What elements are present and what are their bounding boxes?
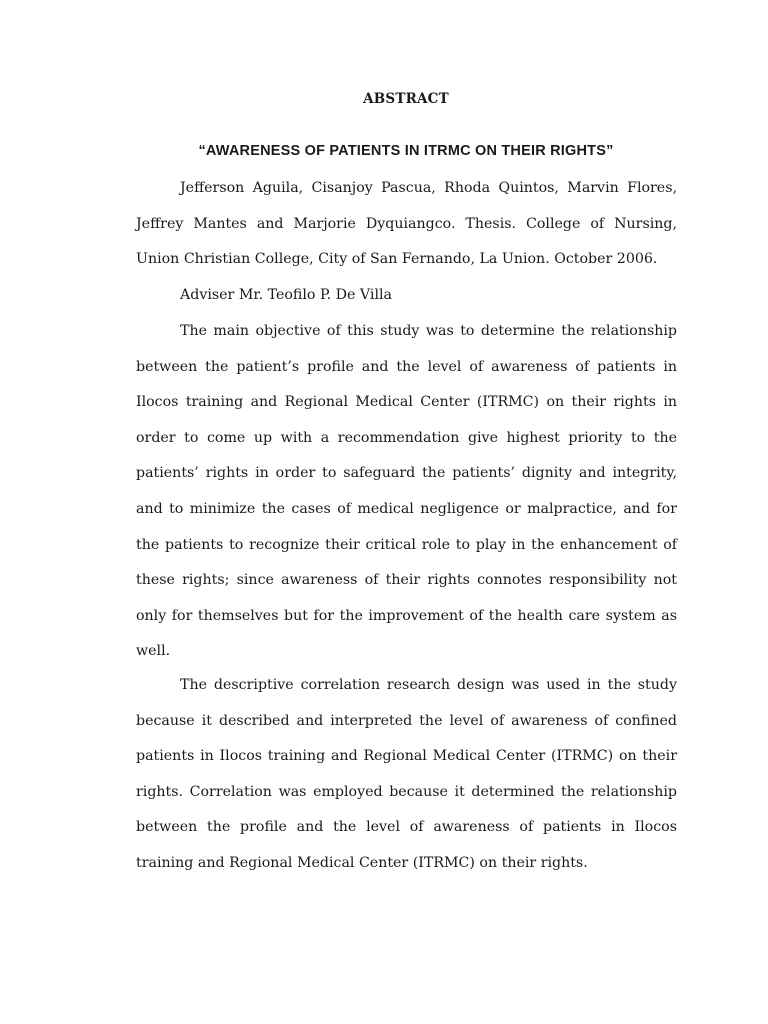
objective-paragraph: The main objective of this study was to determine the relationship between the patient’s profile and the level of awareness of patients in Ilocos training and Regional Medical Center (ITRMC) on their rights in order to come up with a recommendation give highest priority to the patients’ rights in order to safeguard the patients’ dignity and integrity, and to minimize the cases of medical negligence or malpractice, and for the patients to recognize their critical role to play in the enhancement of these rights; since awareness of their rights connotes responsibility not only for themselves but for the improvement of the health care system as well. bbox=[136, 323, 677, 660]
research-design-block bbox=[136, 668, 677, 882]
objective-block bbox=[136, 314, 677, 670]
adviser-line: Adviser Mr. Teofilo P. De Villa bbox=[180, 287, 393, 303]
thesis-title: “AWARENESS OF PATIENTS IN ITRMC ON THEIR RIGHTS” bbox=[198, 143, 614, 159]
research-design-paragraph: The descriptive correlation research design was used in the study because it described and interpreted the level of awareness of confined patients in Ilocos training and Regional Medical Center (ITRMC) on their rights. Correlation was employed because it determined the relationship between the profile and the level of awareness of patients in Ilocos training and Regional Medical Center (ITRMC) on their rights. bbox=[136, 677, 677, 871]
authors-paragraph: Jefferson Aguila, Cisanjoy Pascua, Rhoda Quintos, Marvin Flores, Jeffrey Mantes and Marjorie Dyquiangco. Thesis. College of Nursing, Union Christian College, City of San Fernando, La Union. October 2006. bbox=[136, 180, 677, 268]
adviser-block bbox=[136, 278, 677, 314]
authors-block bbox=[136, 171, 677, 278]
abstract-heading: ABSTRACT bbox=[363, 91, 449, 107]
